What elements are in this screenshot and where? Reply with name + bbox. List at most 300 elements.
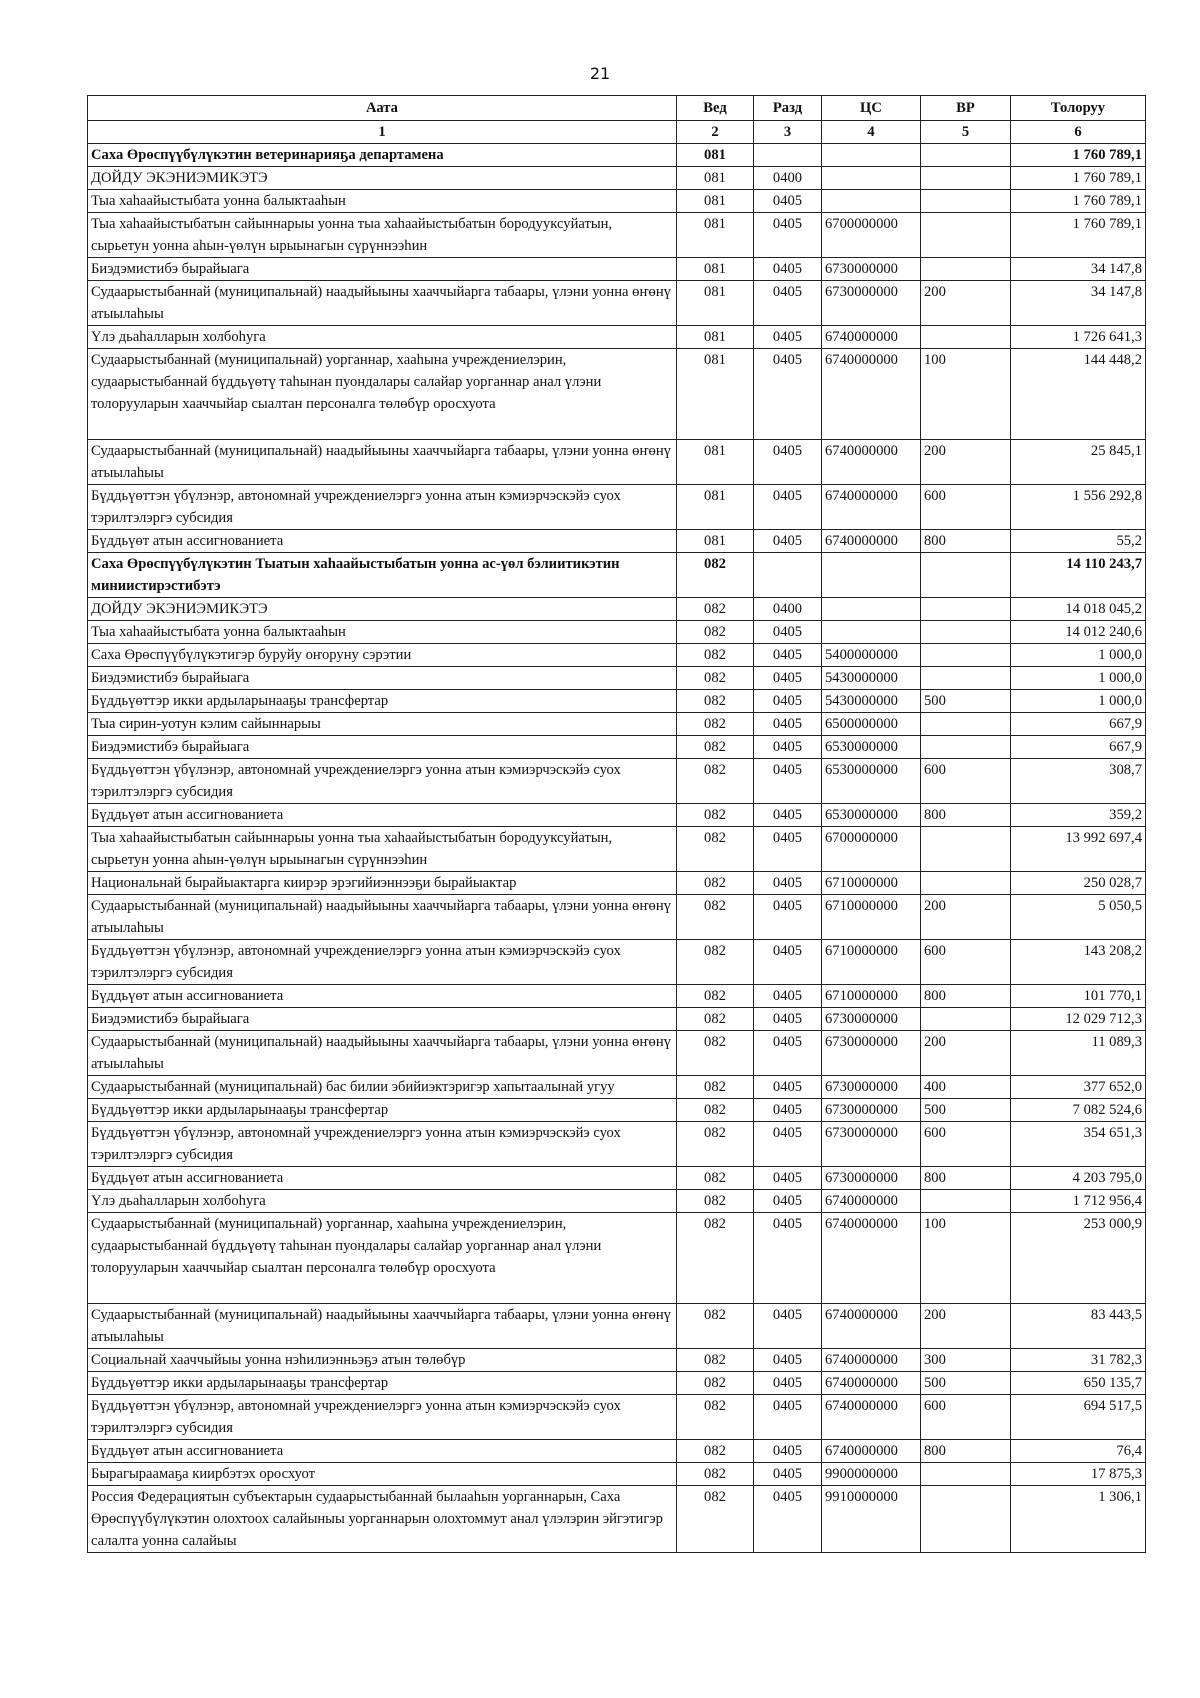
row-razd-cell: 0405 <box>754 667 822 690</box>
row-ved-cell: 082 <box>677 553 754 598</box>
row-amount-cell: 12 029 712,3 <box>1011 1008 1146 1031</box>
row-vr-cell: 800 <box>921 985 1011 1008</box>
row-razd-cell: 0405 <box>754 1349 822 1372</box>
row-cs-cell: 6730000000 <box>822 258 921 281</box>
row-vr-cell: 200 <box>921 281 1011 326</box>
row-vr-cell: 100 <box>921 349 1011 440</box>
row-amount-cell: 14 110 243,7 <box>1011 553 1146 598</box>
row-razd-cell: 0405 <box>754 621 822 644</box>
row-razd-cell: 0405 <box>754 1463 822 1486</box>
row-name-cell: Бүддьүөттэр икки ардыларынааҕы трансфертар <box>88 690 677 713</box>
row-amount-cell: 13 992 697,4 <box>1011 827 1146 872</box>
table-row <box>88 1099 1146 1122</box>
table-row <box>88 985 1146 1008</box>
row-razd-cell: 0400 <box>754 167 822 190</box>
row-amount-cell: 308,7 <box>1011 759 1146 804</box>
table-row <box>88 940 1146 985</box>
row-ved-cell: 082 <box>677 598 754 621</box>
row-razd-cell: 0405 <box>754 1486 822 1553</box>
row-ved-cell: 082 <box>677 644 754 667</box>
row-razd-cell: 0405 <box>754 485 822 530</box>
row-cs-cell: 6730000000 <box>822 281 921 326</box>
row-razd-cell: 0405 <box>754 1395 822 1440</box>
row-amount-cell: 1 760 789,1 <box>1011 167 1146 190</box>
row-amount-cell: 1 712 956,4 <box>1011 1190 1146 1213</box>
row-ved-cell: 082 <box>677 1463 754 1486</box>
row-amount-cell: 650 135,7 <box>1011 1372 1146 1395</box>
row-razd-cell: 0405 <box>754 985 822 1008</box>
row-vr-cell <box>921 258 1011 281</box>
row-name-cell: Судаарыстыбаннай (муниципальнай) наадыйыыны хааччыйарга табаары, үлэни уонна өҥөнү атыылаһыы <box>88 895 677 940</box>
row-ved-cell: 081 <box>677 190 754 213</box>
row-vr-cell <box>921 1008 1011 1031</box>
row-name-cell: Саха Өрөспүүбүлүкэтигэр буруйу оҥоруну сэрэтии <box>88 644 677 667</box>
row-razd-cell: 0405 <box>754 759 822 804</box>
row-name-cell: Биэдэмистибэ бырайыага <box>88 1008 677 1031</box>
row-amount-cell: 250 028,7 <box>1011 872 1146 895</box>
row-razd-cell: 0405 <box>754 349 822 440</box>
table-row <box>88 667 1146 690</box>
row-amount-cell: 5 050,5 <box>1011 895 1146 940</box>
row-amount-cell: 1 760 789,1 <box>1011 190 1146 213</box>
row-ved-cell: 081 <box>677 349 754 440</box>
row-vr-cell: 600 <box>921 759 1011 804</box>
row-ved-cell: 082 <box>677 1031 754 1076</box>
table-row <box>88 1463 1146 1486</box>
row-name-cell: Тыа хаһаайыстыбата уонна балыктааһын <box>88 621 677 644</box>
column-number: 5 <box>921 121 1011 144</box>
row-vr-cell: 200 <box>921 1031 1011 1076</box>
row-cs-cell: 5430000000 <box>822 667 921 690</box>
row-cs-cell: 9910000000 <box>822 1486 921 1553</box>
column-number: 4 <box>822 121 921 144</box>
row-razd-cell: 0405 <box>754 1122 822 1167</box>
row-ved-cell: 082 <box>677 759 754 804</box>
row-razd-cell: 0405 <box>754 1372 822 1395</box>
row-cs-cell <box>822 167 921 190</box>
row-vr-cell: 500 <box>921 1372 1011 1395</box>
header-name: Аата <box>88 96 677 121</box>
row-cs-cell: 9900000000 <box>822 1463 921 1486</box>
row-amount-cell: 55,2 <box>1011 530 1146 553</box>
row-vr-cell: 800 <box>921 530 1011 553</box>
row-ved-cell: 082 <box>677 1213 754 1304</box>
row-amount-cell: 34 147,8 <box>1011 281 1146 326</box>
table-row <box>88 598 1146 621</box>
row-cs-cell: 5430000000 <box>822 690 921 713</box>
row-vr-cell <box>921 598 1011 621</box>
row-ved-cell: 082 <box>677 667 754 690</box>
row-vr-cell: 500 <box>921 690 1011 713</box>
row-razd-cell: 0405 <box>754 1190 822 1213</box>
row-ved-cell: 082 <box>677 1167 754 1190</box>
budget-table <box>87 95 1146 1553</box>
row-cs-cell: 6730000000 <box>822 1099 921 1122</box>
row-razd-cell: 0405 <box>754 530 822 553</box>
row-vr-cell <box>921 553 1011 598</box>
table-row <box>88 804 1146 827</box>
row-ved-cell: 082 <box>677 1440 754 1463</box>
table-row <box>88 1190 1146 1213</box>
row-razd-cell: 0405 <box>754 827 822 872</box>
row-amount-cell: 1 000,0 <box>1011 690 1146 713</box>
row-ved-cell: 082 <box>677 895 754 940</box>
table-row <box>88 1076 1146 1099</box>
row-amount-cell: 1 306,1 <box>1011 1486 1146 1553</box>
row-vr-cell: 600 <box>921 1395 1011 1440</box>
header-razd: Разд <box>754 96 822 121</box>
table-row <box>88 1031 1146 1076</box>
table-row <box>88 553 1146 598</box>
header-ved: Вед <box>677 96 754 121</box>
row-cs-cell <box>822 598 921 621</box>
row-vr-cell: 600 <box>921 1122 1011 1167</box>
row-razd-cell: 0405 <box>754 258 822 281</box>
row-name-cell: Биэдэмистибэ бырайыага <box>88 667 677 690</box>
row-vr-cell: 500 <box>921 1099 1011 1122</box>
row-cs-cell: 6730000000 <box>822 1031 921 1076</box>
row-vr-cell: 600 <box>921 485 1011 530</box>
row-amount-cell: 694 517,5 <box>1011 1395 1146 1440</box>
row-amount-cell: 11 089,3 <box>1011 1031 1146 1076</box>
row-ved-cell: 082 <box>677 985 754 1008</box>
row-razd-cell: 0405 <box>754 326 822 349</box>
column-number-row <box>88 121 1146 144</box>
row-razd-cell: 0405 <box>754 1008 822 1031</box>
row-name-cell: Бүддьүөттэн үбүлэнэр, автономнай учреждениелэргэ уонна атын кэмиэрчэскэйэ суох тэрилтэлэргэ субсидия <box>88 1395 677 1440</box>
table-row <box>88 258 1146 281</box>
row-name-cell: Бүддьүөттэн үбүлэнэр, автономнай учреждениелэргэ уонна атын кэмиэрчэскэйэ суох тэрилтэлэргэ субсидия <box>88 759 677 804</box>
row-ved-cell: 082 <box>677 1304 754 1349</box>
row-ved-cell: 081 <box>677 485 754 530</box>
row-name-cell: ДОЙДУ ЭКЭНИЭМИКЭТЭ <box>88 598 677 621</box>
row-ved-cell: 082 <box>677 1122 754 1167</box>
row-amount-cell: 4 203 795,0 <box>1011 1167 1146 1190</box>
column-number: 6 <box>1011 121 1146 144</box>
table-row <box>88 485 1146 530</box>
row-vr-cell: 800 <box>921 1440 1011 1463</box>
row-cs-cell: 6730000000 <box>822 1122 921 1167</box>
row-cs-cell: 6740000000 <box>822 1304 921 1349</box>
row-cs-cell: 6710000000 <box>822 940 921 985</box>
row-razd-cell: 0405 <box>754 872 822 895</box>
row-vr-cell <box>921 1190 1011 1213</box>
row-name-cell: Бүддьүөттэн үбүлэнэр, автономнай учреждениелэргэ уонна атын кэмиэрчэскэйэ суох тэрилтэлэргэ субсидия <box>88 485 677 530</box>
row-vr-cell <box>921 827 1011 872</box>
row-name-cell: Бүддьүөт атын ассигнованиета <box>88 1167 677 1190</box>
row-ved-cell: 082 <box>677 940 754 985</box>
row-cs-cell: 5400000000 <box>822 644 921 667</box>
row-vr-cell <box>921 144 1011 167</box>
table-row <box>88 621 1146 644</box>
row-cs-cell: 6710000000 <box>822 985 921 1008</box>
row-razd-cell: 0405 <box>754 1099 822 1122</box>
row-name-cell: Тыа сирин-уотун кэлим сайыннарыы <box>88 713 677 736</box>
row-name-cell: Россия Федерациятын субъектарын судаарыстыбаннай былааһын уорганнарын, Саха Өрөспүүбүлүкэтин олохтоох салайыныы уорганнарын олохтоммут анал үлэлэрин эйгэтигэр салалта уонна салайыы <box>88 1486 677 1553</box>
row-name-cell: Үлэ дьаһалларын холбоһуга <box>88 326 677 349</box>
row-razd-cell: 0405 <box>754 190 822 213</box>
table-row <box>88 326 1146 349</box>
header-vr: ВР <box>921 96 1011 121</box>
table-row <box>88 1304 1146 1349</box>
row-ved-cell: 082 <box>677 1076 754 1099</box>
row-vr-cell <box>921 667 1011 690</box>
row-ved-cell: 082 <box>677 1190 754 1213</box>
row-name-cell: Саха Өрөспүүбүлүкэтин Тыатын хаһаайыстыбатын уонна ас-үөл бэлиитикэтин миниистирэстибэтэ <box>88 553 677 598</box>
row-cs-cell: 6740000000 <box>822 1349 921 1372</box>
row-name-cell: Социальнай хааччыйыы уонна нэһилиэнньэҕэ атын төлөбүр <box>88 1349 677 1372</box>
row-ved-cell: 081 <box>677 213 754 258</box>
row-vr-cell: 200 <box>921 1304 1011 1349</box>
row-amount-cell: 667,9 <box>1011 713 1146 736</box>
column-number: 3 <box>754 121 822 144</box>
header-row <box>88 96 1146 121</box>
row-ved-cell: 082 <box>677 621 754 644</box>
row-vr-cell <box>921 1463 1011 1486</box>
table-row <box>88 1349 1146 1372</box>
row-vr-cell: 300 <box>921 1349 1011 1372</box>
row-razd-cell: 0405 <box>754 213 822 258</box>
row-cs-cell <box>822 190 921 213</box>
table-row <box>88 713 1146 736</box>
row-ved-cell: 082 <box>677 872 754 895</box>
table-row <box>88 190 1146 213</box>
row-razd-cell <box>754 553 822 598</box>
row-vr-cell <box>921 1486 1011 1553</box>
row-amount-cell: 101 770,1 <box>1011 985 1146 1008</box>
row-cs-cell: 6530000000 <box>822 759 921 804</box>
table-row <box>88 144 1146 167</box>
row-cs-cell: 6530000000 <box>822 804 921 827</box>
row-vr-cell: 800 <box>921 804 1011 827</box>
row-name-cell: Тыа хаһаайыстыбатын сайыннарыы уонна тыа хаһаайыстыбатын бородууксуйатын, сырьетун уонна аһын-үөлүн ырыынагын сүрүннээһин <box>88 827 677 872</box>
row-ved-cell: 081 <box>677 258 754 281</box>
row-name-cell: Бүддьүөт атын ассигнованиета <box>88 1440 677 1463</box>
row-cs-cell: 6740000000 <box>822 485 921 530</box>
table-row <box>88 827 1146 872</box>
row-ved-cell: 082 <box>677 690 754 713</box>
column-number: 1 <box>88 121 677 144</box>
row-razd-cell: 0405 <box>754 1031 822 1076</box>
row-razd-cell: 0405 <box>754 804 822 827</box>
row-amount-cell: 143 208,2 <box>1011 940 1146 985</box>
row-amount-cell: 17 875,3 <box>1011 1463 1146 1486</box>
row-name-cell: Тыа хаһаайыстыбатын сайыннарыы уонна тыа хаһаайыстыбатын бородууксуйатын, сырьетун уонна аһын-үөлүн ырыынагын сүрүннээһин <box>88 213 677 258</box>
row-name-cell: Биэдэмистибэ бырайыага <box>88 736 677 759</box>
row-cs-cell <box>822 553 921 598</box>
row-amount-cell: 1 000,0 <box>1011 667 1146 690</box>
row-cs-cell: 6740000000 <box>822 1190 921 1213</box>
row-razd-cell: 0405 <box>754 690 822 713</box>
row-vr-cell <box>921 872 1011 895</box>
row-name-cell: Бүддьүөттэр икки ардыларынааҕы трансфертар <box>88 1372 677 1395</box>
table-row <box>88 440 1146 485</box>
table-row <box>88 736 1146 759</box>
row-vr-cell: 100 <box>921 1213 1011 1304</box>
table-row <box>88 1372 1146 1395</box>
row-cs-cell: 6740000000 <box>822 530 921 553</box>
row-ved-cell: 082 <box>677 1349 754 1372</box>
row-ved-cell: 082 <box>677 1099 754 1122</box>
table-row <box>88 1122 1146 1167</box>
row-vr-cell <box>921 621 1011 644</box>
table-row <box>88 1167 1146 1190</box>
page-number: 21 <box>589 64 611 83</box>
row-ved-cell: 081 <box>677 440 754 485</box>
row-amount-cell: 1 000,0 <box>1011 644 1146 667</box>
row-ved-cell: 082 <box>677 1008 754 1031</box>
row-ved-cell: 081 <box>677 326 754 349</box>
row-vr-cell: 600 <box>921 940 1011 985</box>
row-name-cell: Бүддьүөт атын ассигнованиета <box>88 985 677 1008</box>
row-ved-cell: 082 <box>677 1486 754 1553</box>
row-amount-cell: 31 782,3 <box>1011 1349 1146 1372</box>
row-cs-cell <box>822 144 921 167</box>
header-cs: ЦС <box>822 96 921 121</box>
row-cs-cell: 6730000000 <box>822 1167 921 1190</box>
row-amount-cell: 144 448,2 <box>1011 349 1146 440</box>
row-name-cell: Тыа хаһаайыстыбата уонна балыктааһын <box>88 190 677 213</box>
row-amount-cell: 1 556 292,8 <box>1011 485 1146 530</box>
row-vr-cell: 800 <box>921 1167 1011 1190</box>
row-razd-cell: 0405 <box>754 1304 822 1349</box>
row-amount-cell: 76,4 <box>1011 1440 1146 1463</box>
row-razd-cell <box>754 144 822 167</box>
row-ved-cell: 082 <box>677 1395 754 1440</box>
row-cs-cell: 6730000000 <box>822 1008 921 1031</box>
row-name-cell: Бүддьүөт атын ассигнованиета <box>88 804 677 827</box>
row-cs-cell: 6740000000 <box>822 326 921 349</box>
row-amount-cell: 359,2 <box>1011 804 1146 827</box>
table-row <box>88 759 1146 804</box>
row-ved-cell: 081 <box>677 530 754 553</box>
row-vr-cell <box>921 713 1011 736</box>
row-ved-cell: 081 <box>677 167 754 190</box>
row-amount-cell: 7 082 524,6 <box>1011 1099 1146 1122</box>
row-amount-cell: 1 760 789,1 <box>1011 144 1146 167</box>
row-amount-cell: 354 651,3 <box>1011 1122 1146 1167</box>
row-cs-cell: 6740000000 <box>822 1440 921 1463</box>
row-razd-cell: 0405 <box>754 1167 822 1190</box>
row-ved-cell: 082 <box>677 804 754 827</box>
row-ved-cell: 081 <box>677 281 754 326</box>
row-amount-cell: 14 018 045,2 <box>1011 598 1146 621</box>
row-razd-cell: 0405 <box>754 736 822 759</box>
row-ved-cell: 082 <box>677 827 754 872</box>
row-name-cell: Судаарыстыбаннай (муниципальнай) бас билии эбийиэктэригэр хапытаалынай угуу <box>88 1076 677 1099</box>
header-amount: Толоруу <box>1011 96 1146 121</box>
row-cs-cell: 6710000000 <box>822 895 921 940</box>
row-razd-cell: 0405 <box>754 1213 822 1304</box>
table-row <box>88 349 1146 440</box>
row-amount-cell: 14 012 240,6 <box>1011 621 1146 644</box>
row-razd-cell: 0405 <box>754 895 822 940</box>
table-body <box>88 144 1146 1553</box>
table-row <box>88 1213 1146 1304</box>
row-cs-cell: 6740000000 <box>822 1395 921 1440</box>
row-cs-cell: 6710000000 <box>822 872 921 895</box>
row-cs-cell: 6730000000 <box>822 1076 921 1099</box>
table-row <box>88 690 1146 713</box>
row-vr-cell <box>921 167 1011 190</box>
row-cs-cell: 6740000000 <box>822 440 921 485</box>
row-name-cell: Судаарыстыбаннай (муниципальнай) наадыйыыны хааччыйарга табаары, үлэни уонна өҥөнү атыылаһыы <box>88 281 677 326</box>
row-vr-cell <box>921 190 1011 213</box>
table-row <box>88 895 1146 940</box>
row-name-cell: Бүддьүөттэн үбүлэнэр, автономнай учреждениелэргэ уонна атын кэмиэрчэскэйэ суох тэрилтэлэргэ субсидия <box>88 940 677 985</box>
table-row <box>88 281 1146 326</box>
table-row <box>88 1486 1146 1553</box>
row-razd-cell: 0405 <box>754 281 822 326</box>
row-vr-cell <box>921 326 1011 349</box>
row-vr-cell <box>921 213 1011 258</box>
row-ved-cell: 082 <box>677 736 754 759</box>
row-cs-cell: 6740000000 <box>822 349 921 440</box>
row-name-cell: Бүддьүөт атын ассигнованиета <box>88 530 677 553</box>
row-cs-cell: 6530000000 <box>822 736 921 759</box>
row-name-cell: Судаарыстыбаннай (муниципальнай) уорганнар, хааһына учреждениелэрин, судаарыстыбаннай бүддьүөтү таһынан пуондалары салайар уорганнар анал үлэни толорууларын хааччыйар сыалтан персоналга төлөбүр оросхуота <box>88 349 677 440</box>
table-row <box>88 1440 1146 1463</box>
table-row <box>88 167 1146 190</box>
row-name-cell: Судаарыстыбаннай (муниципальнай) наадыйыыны хааччыйарга табаары, үлэни уонна өҥөнү атыылаһыы <box>88 1031 677 1076</box>
row-name-cell: Бырагыраамаҕа киирбэтэх оросхуот <box>88 1463 677 1486</box>
row-razd-cell: 0405 <box>754 644 822 667</box>
row-razd-cell: 0405 <box>754 440 822 485</box>
row-razd-cell: 0405 <box>754 1440 822 1463</box>
table-row <box>88 530 1146 553</box>
row-razd-cell: 0405 <box>754 940 822 985</box>
row-amount-cell: 83 443,5 <box>1011 1304 1146 1349</box>
row-amount-cell: 34 147,8 <box>1011 258 1146 281</box>
table-row <box>88 1008 1146 1031</box>
row-cs-cell: 6740000000 <box>822 1372 921 1395</box>
row-ved-cell: 082 <box>677 1372 754 1395</box>
row-vr-cell: 200 <box>921 895 1011 940</box>
row-name-cell: Биэдэмистибэ бырайыага <box>88 258 677 281</box>
row-vr-cell <box>921 644 1011 667</box>
row-amount-cell: 25 845,1 <box>1011 440 1146 485</box>
row-name-cell: Үлэ дьаһалларын холбоһуга <box>88 1190 677 1213</box>
row-amount-cell: 377 652,0 <box>1011 1076 1146 1099</box>
row-cs-cell: 6700000000 <box>822 213 921 258</box>
row-razd-cell: 0400 <box>754 598 822 621</box>
table-row <box>88 1395 1146 1440</box>
table-row <box>88 213 1146 258</box>
row-ved-cell: 082 <box>677 713 754 736</box>
row-cs-cell <box>822 621 921 644</box>
row-name-cell: Саха Өрөспүүбүлүкэтин ветеринарияҕа департамена <box>88 144 677 167</box>
row-ved-cell: 081 <box>677 144 754 167</box>
row-cs-cell: 6740000000 <box>822 1213 921 1304</box>
row-razd-cell: 0405 <box>754 713 822 736</box>
row-cs-cell: 6500000000 <box>822 713 921 736</box>
table-row <box>88 644 1146 667</box>
row-vr-cell: 200 <box>921 440 1011 485</box>
row-name-cell: Национальнай бырайыактарга киирэр эрэгийиэннээҕи бырайыактар <box>88 872 677 895</box>
row-vr-cell: 400 <box>921 1076 1011 1099</box>
table-row <box>88 872 1146 895</box>
row-vr-cell <box>921 736 1011 759</box>
row-amount-cell: 1 760 789,1 <box>1011 213 1146 258</box>
row-amount-cell: 1 726 641,3 <box>1011 326 1146 349</box>
row-name-cell: Судаарыстыбаннай (муниципальнай) наадыйыыны хааччыйарга табаары, үлэни уонна өҥөнү атыылаһыы <box>88 440 677 485</box>
row-cs-cell: 6700000000 <box>822 827 921 872</box>
column-number: 2 <box>677 121 754 144</box>
row-name-cell: Судаарыстыбаннай (муниципальнай) уорганнар, хааһына учреждениелэрин, судаарыстыбаннай бүддьүөтү таһынан пуондалары салайар уорганнар анал үлэни толорууларын хааччыйар сыалтан персоналга төлөбүр оросхуота <box>88 1213 677 1304</box>
row-name-cell: ДОЙДУ ЭКЭНИЭМИКЭТЭ <box>88 167 677 190</box>
row-name-cell: Бүддьүөттэн үбүлэнэр, автономнай учреждениелэргэ уонна атын кэмиэрчэскэйэ суох тэрилтэлэргэ субсидия <box>88 1122 677 1167</box>
row-amount-cell: 667,9 <box>1011 736 1146 759</box>
